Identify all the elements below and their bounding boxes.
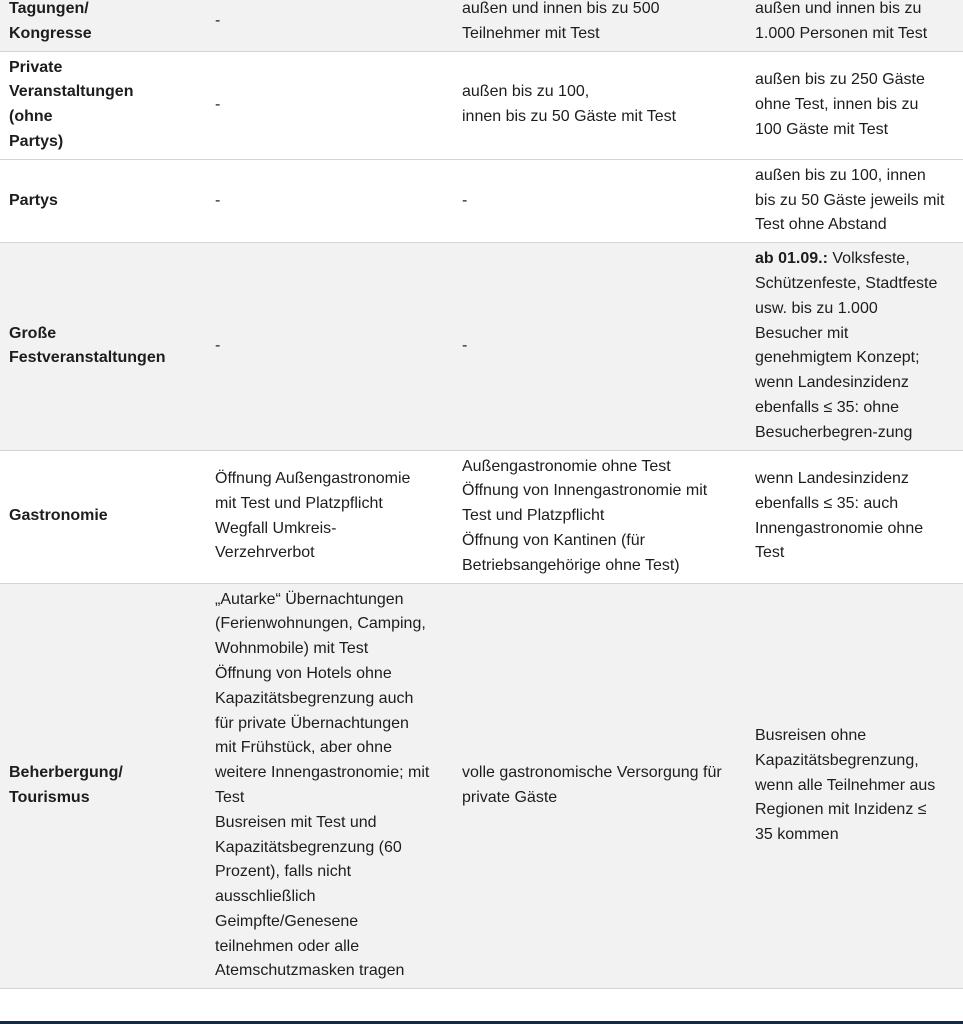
cell-line: Innengastronomie ohne (755, 519, 924, 537)
table-row-gastronomie (0, 450, 963, 583)
category-line: Tagungen/ (9, 0, 89, 17)
cell-line: Test und Platzpflicht (462, 507, 605, 525)
cell-line: ebenfalls ≤ 35: ohne (755, 398, 899, 416)
cell-stage-1 (206, 450, 453, 583)
cell-line: genehmigtem Konzept; (755, 349, 920, 367)
cell-line: mit Frühstück, aber ohne (215, 739, 392, 757)
cell-line: Besucher mit (755, 324, 849, 342)
cell-stage-1 (206, 0, 453, 51)
cell-line: Öffnung von Hotels ohne (215, 664, 392, 682)
cell-line: Betriebsangehörige ohne Test) (462, 556, 680, 574)
cell-line: volle gastronomische Versorgung für (462, 764, 722, 782)
cell-line: ausschließlich (215, 888, 316, 906)
cell-line: außen und innen bis zu 500 (462, 0, 660, 17)
table-row-beherbergung-tourismus (0, 583, 963, 989)
date-label: ab 01.09.: (755, 250, 828, 268)
cell-line: Teilnehmer mit Test (462, 24, 600, 42)
cell-line: usw. bis zu 1.000 (755, 299, 878, 317)
cell-line: Kapazitätsbegrenzung, (755, 751, 919, 769)
cell-line: Schützenfeste, Stadtfeste (755, 274, 938, 292)
cell-line: 1.000 Personen mit Test (755, 24, 928, 42)
cell-stage-2 (453, 51, 746, 159)
cell-line: für private Übernachtungen (215, 714, 409, 732)
cell-stage-1 (206, 243, 453, 450)
category-line: Private (9, 58, 63, 76)
cell-line: Atemschutzmasken tragen (215, 962, 405, 980)
cell-line: Außengastronomie ohne Test (462, 457, 671, 475)
category-line: (ohne (9, 108, 53, 126)
cell-line: Busreisen mit Test und (215, 813, 377, 831)
cell-line: private Gäste (462, 788, 558, 806)
cell-line: Verzehrverbot (215, 544, 315, 562)
cell-line: Wohnmobile) mit Test (215, 640, 369, 658)
cell-line: Prozent), falls nicht (215, 863, 352, 881)
category-line: Große (9, 324, 57, 342)
cell-stage-3 (746, 450, 963, 583)
cell-line-with-date (755, 247, 961, 272)
cell-stage-1 (206, 51, 453, 159)
cell-stage-3 (746, 243, 963, 450)
cell-line: - (215, 191, 221, 209)
cell-line: 35 kommen (755, 826, 839, 844)
cell-line: ebenfalls ≤ 35: auch (755, 494, 899, 512)
cell-line: Geimpfte/Genesene (215, 912, 359, 930)
cell-line: innen bis zu 50 Gäste mit Test (462, 108, 677, 126)
cell-line: (Ferienwohnungen, Camping, (215, 615, 426, 633)
cell-line: Besucherbegren-zung (755, 423, 913, 441)
cell-line: Öffnung Außengastronomie (215, 469, 411, 487)
table-row-tagungen (0, 0, 963, 51)
cell-line: Test (755, 544, 785, 562)
cell-stage-3 (746, 583, 963, 989)
category-line: Festveranstaltungen (9, 349, 166, 367)
category-line: Partys (9, 191, 58, 209)
cell-stage-3 (746, 0, 963, 51)
category-line: Veranstaltungen (9, 83, 134, 101)
category-line: Partys) (9, 132, 64, 150)
cell-line-text: Volksfeste, (827, 250, 910, 268)
cell-line: Test ohne Abstand (755, 216, 887, 234)
row-category (0, 159, 206, 242)
cell-line: ohne Test, innen bis zu (755, 95, 919, 113)
table-row-grosse-festveranstaltungen (0, 243, 963, 450)
cell-line: Busreisen ohne (755, 726, 867, 744)
cell-line: wenn Landesinzidenz (755, 469, 909, 487)
cell-stage-1 (206, 583, 453, 989)
cell-line: außen und innen bis zu (755, 0, 922, 17)
category-line: Kongresse (9, 24, 92, 42)
cell-line: Kapazitätsbegrenzung (60 (215, 838, 402, 856)
cell-line: außen bis zu 100, (462, 83, 590, 101)
category-line: Beherbergung/ (9, 764, 123, 782)
cell-line: Wegfall Umkreis- (215, 519, 337, 537)
cell-stage-2 (453, 0, 746, 51)
cell-line: - (215, 12, 221, 30)
cell-line: - (215, 95, 221, 113)
cell-line: Kapazitätsbegrenzung auch (215, 689, 414, 707)
table-row-partys (0, 159, 963, 242)
cell-line: - (462, 191, 468, 209)
category-line: Tourismus (9, 788, 90, 806)
cell-stage-1 (206, 159, 453, 242)
cell-line: wenn alle Teilnehmer aus (755, 776, 936, 794)
cell-stage-3 (746, 159, 963, 242)
row-category (0, 51, 206, 159)
row-category (0, 450, 206, 583)
cell-line: außen bis zu 100, innen (755, 166, 926, 184)
cell-line: bis zu 50 Gäste jeweils mit (755, 191, 945, 209)
cell-stage-2 (453, 159, 746, 242)
cell-line: Regionen mit Inzidenz ≤ (755, 801, 927, 819)
row-category (0, 583, 206, 989)
cell-line: teilnehmen oder alle (215, 937, 360, 955)
cell-line: Test (215, 788, 245, 806)
cell-stage-3 (746, 51, 963, 159)
cell-line: „Autarke“ Übernachtungen (215, 590, 404, 608)
cell-line: außen bis zu 250 Gäste (755, 70, 925, 88)
cell-line: 100 Gäste mit Test (755, 120, 889, 138)
row-category (0, 0, 206, 51)
cell-line: wenn Landesinzidenz (755, 374, 909, 392)
table-row-private-veranstaltungen (0, 51, 963, 159)
cell-line: mit Test und Platzpflicht (215, 494, 383, 512)
cell-stage-2 (453, 583, 746, 989)
cell-stage-2 (453, 243, 746, 450)
cell-line: Öffnung von Innengastronomie mit (462, 482, 708, 500)
cell-stage-2 (453, 450, 746, 583)
cell-line: weitere Innengastronomie; mit (215, 764, 430, 782)
cell-line: Öffnung von Kantinen (für (462, 531, 645, 549)
cell-line: - (215, 336, 221, 354)
cell-line: - (462, 336, 468, 354)
row-category (0, 243, 206, 450)
category-line: Gastronomie (9, 507, 108, 525)
